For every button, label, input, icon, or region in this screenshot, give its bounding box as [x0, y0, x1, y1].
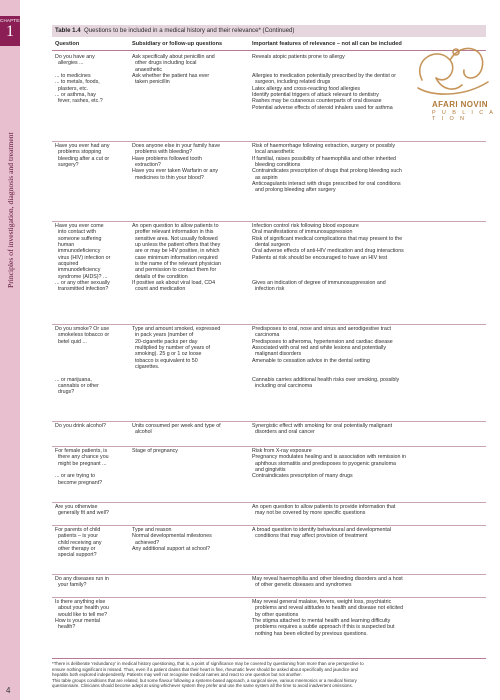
chapter-title-text: Principles of investigation, diagnosis and treatment [6, 132, 15, 288]
cell-question: Do you drink alcohol? [55, 423, 106, 429]
table-row [52, 597, 486, 656]
cell-subsidiary: Ask specifically about penicillin and other drugs including local anaesthetic Ask whether the patient has ever taken penicillin [132, 54, 215, 86]
cell-question: Is there anything else about your health you would like to tell me? How is your mental health? [55, 599, 109, 631]
chapter-label: CHAPTER [0, 18, 23, 23]
cell-subsidiary: Units consumed per week and type of alcohol [132, 423, 221, 436]
table-row [52, 421, 486, 446]
cell-relevance: Risk from X-ray exposure Pregnancy modulates healing and is association with remission in aphthous stomatitis and predisposes to pyogenic granuloma and gingivitis Contraindicates prescription of many drugs [252, 448, 406, 480]
chapter-title-vertical [1, 52, 19, 292]
cell-question: Are you otherwise generally fit and well? [55, 504, 109, 517]
header-question: Question [55, 41, 80, 47]
chapter-number: 1 [6, 23, 14, 40]
table-row [52, 446, 486, 502]
cell-subsidiary: Does anyone else in your family have problems with bleeding? Have problems followed tooth extraction? Have you ever taken Warfarin or any medicines to thin your blood? [132, 143, 221, 181]
table-number: Table 1.4 [55, 27, 81, 34]
cell-subsidiary: Type and amount smoked, expressed in pack years (number of 20-cigarette packs per day multiplied by number of years of smoking). 25 g or 1 oz loose tobacco is equivalent to 50 cigarettes. [132, 326, 221, 371]
cell-relevance: Reveals atopic patients prone to allergy Allergies to medication potentially prescribed by the dentist or surgeon, including related drugs Latex allergy and cross-reacting food allergies Identify potential triggers of attack relevant to dentistry Rashes may be cutaneous counterparts of oral disease Potential adverse effects of steroid inhalers used for asthma [252, 54, 396, 111]
cell-relevance: Predisposes to oral, nose and sinus and aerodigestive tract carcinoma Predisposes to atheroma, hypertension and cardiac disease Associated with oral red and white lesions and potentially malignant disorders Amenable to cessation advice in the dental setting Cannabis carries additional health risks over smoking, possibly including oral carcinoma [252, 326, 400, 390]
cell-relevance: Infection control risk following blood exposure Oral manifestations of immunosuppression Risk of significant medical complications that may present to the dental surgeon Oral adverse effects of anti-HIV medication and drug interactions Patients at risk should be encouraged to have an HIV test Gives an indication of degree of immunosuppression and infection risk [252, 223, 404, 293]
page-number: 4 [6, 686, 11, 695]
cell-relevance: An open question to allow patients to provide information that may not be covered by more specific questions [252, 504, 396, 517]
cell-question: Do you have any allergies ... ... to medicines ... to metals, foods, plasters, etc. ... or asthma, hay fever, rashes, etc.? [55, 54, 103, 105]
header-subsidiary: Subsidiary or follow-up questions [132, 41, 223, 47]
chapter-tab [0, 16, 23, 46]
watermark-name: AFARI NOVIN [432, 100, 488, 109]
cell-subsidiary: An open question to allow patients to proffer relevant information in this sensitive area. Not usually followed up unless the patient offers that they are or may be HIV positive, in which case minimum information required is the name of the relevant physician and permission to contact them for details of the condition If positive ask about viral load, CD4 count and medication [132, 223, 221, 293]
cell-relevance: A broad question to identify behavioural and developmental conditions that may affect provision of treatment [252, 527, 391, 540]
cell-question: Have you ever had any problems stopping bleeding after a cut or surgery? [55, 143, 110, 169]
cell-question: Do you smoke? Or use smokeless tobacco or betel quid ... ... or marijuana, cannabis or other drugs? [55, 326, 110, 396]
table-footnote: *There is deliberate 'redundancy' in medical history questioning, that is, a point of significance may be covered by questioning from more than one perspective to ensure nothing significant is missed. Thus, even if a patient claims that their heart is fine, rheumatic fever should be asked about specifically and jaundice and hepatitis both explored independently. Patients may well not recognise medical names and react to one question but not another. This table groups conditions that are related, but some flavour following a systems-based approach, a surgical sieve, various mnemonics or a medical history questionnaire. Clinicians should become adept at using whichever system they prefer and use the same system all the time to avoid inadvertent omissions. [52, 658, 486, 689]
cell-relevance: Synergistic effect with smoking for oral potentially malignant disorders and oral cancer [252, 423, 393, 436]
cell-question: Have you ever come into contact with someone suffering human immunodeficiency virus (HIV) infection or acquired immunodeficiency syndrome (AIDS)? ... ... or any other sexually transmitted infection? [55, 223, 111, 293]
cell-relevance: May reveal haemophilia and other bleeding disorders and a host of other genetic diseases and syndromes [252, 576, 403, 589]
cell-relevance: Risk of haemorrhage following extraction, surgery or possibly local anaesthetic If familial, raises possibility of haemophilia and other inherited bleeding conditions Contraindicates prescription of drugs that prolong bleeding such as aspirin Anticoagulants interact with drugs prescribed for oral conditions and prolong bleeding after surgery [252, 143, 402, 194]
table-row [52, 574, 486, 597]
cell-subsidiary: Stage of pregnancy [132, 448, 178, 454]
cell-question: For parents of child patients – is your child receiving any other therapy or special support? [55, 527, 102, 559]
cell-question: For female patients, is there any chance you might be pregnant ... ... or are trying to become pregnant? [55, 448, 109, 486]
cell-subsidiary: Type and reason Normal developmental milestones achieved? Any additional support at school? [132, 527, 212, 553]
table-row [52, 525, 486, 574]
cell-question: Do any diseases run in your family? [55, 576, 109, 589]
table-row [52, 221, 486, 325]
table-row [52, 324, 486, 421]
watermark-tagline: P U B L I C A T I O N [432, 110, 495, 122]
header-relevance: Important features of relevance – not all can be included [252, 41, 402, 47]
table-title: Questions to be included in a medical history and their relevance* (Continued) [84, 27, 295, 34]
cell-relevance: May reveal general malaise, fevers, weight loss, psychiatric problems and reveal attitudes to health and disease not elicited by other questions The stigma attached to mental health and learning difficulty problems requires a subtle approach if this is suspected but nothing has been elicited by previous questions. [252, 599, 404, 637]
table-row [52, 141, 486, 221]
table-row [52, 502, 486, 525]
